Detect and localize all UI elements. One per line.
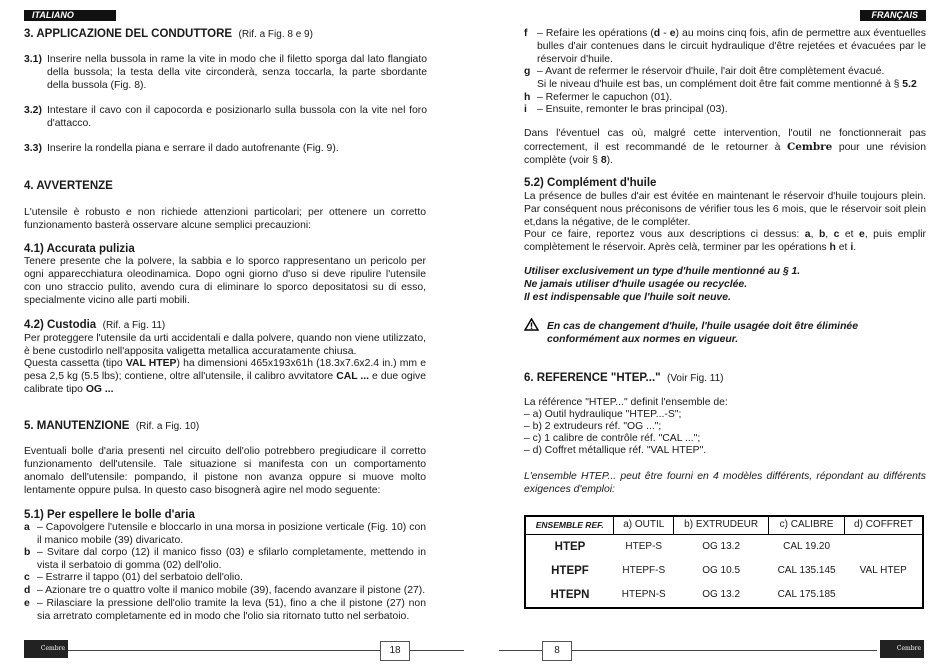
table-cell: HTEPF <box>551 564 589 577</box>
section-6-title: 6. REFERENCE "HTEP..." (Voir Fig. 11) <box>524 372 724 384</box>
table-cell: CAL 175.185 <box>777 588 836 600</box>
table-cell: HTEPN <box>550 588 590 601</box>
section-4-paragraph: L'utensile è robusto e non richiede attenzioni particolari; per ottenere un corretto funzionamento basterà osservare alcune semplici precauzioni: <box>24 207 426 231</box>
section-4-1-paragraph: Tenere presente che la polvere, la sabbia e lo sporco rappresentano un pericolo per ogni apparecchiatura oleodinamica. Dopo ogni giorno d'uso si deve ripulire l'utensile con uno straccio pulito, avendo cura di eliminare lo sporco depositatosi su di esso, specialmente vicino alle parti mobili. <box>24 256 426 306</box>
step-c: c – Estrarre il tappo (01) del serbatoio dell'olio. <box>24 572 243 583</box>
step-a: a – Capovolgere l'utensile e bloccarlo in una morsa in posizione verticale (Fig. 10) con il manico mobile (39) divaricato. <box>24 522 426 546</box>
step-e: e – Rilasciare la pressione dell'olio tramite la leva (51), fino a che il pistone (27) non sia arretrato completamente ed in modo che l'olio sia ritornato tutto nel serbatoio. <box>24 598 426 622</box>
table-header: d) COFFRET <box>844 516 923 535</box>
table-cell: HTEP-S <box>625 540 663 552</box>
table-cell: CAL 135.145 <box>777 564 836 576</box>
section-4-title: 4. AVVERTENZE <box>24 180 113 192</box>
language-tab-francais: FRANÇAIS <box>860 10 926 21</box>
table-cell: HTEP <box>554 540 586 553</box>
section-3-title: 3. APPLICAZIONE DEL CONDUTTORE (Rif. a Fig. 8 e 9) <box>24 28 313 40</box>
return-paragraph: Dans l'éventuel cas où, malgré cette intervention, l'outil ne fonctionnerait pas correctement, il est recommandé de le retourner à Cembre pour une révision complète (voir § 8). <box>524 128 926 166</box>
step-g: g – Avant de refermer le réservoir d'huile, l'air doit être complètement évacué. Si le niveau d'huile est bas, un complément doit être fait comme mentionné à § 5.2 <box>524 66 917 90</box>
section-5-1-title: 5.1) Per espellere le bolle d'aria <box>24 509 195 521</box>
section-5-2-paragraph-2: Pour ce faire, reportez vous aux descriptions ci dessus: a, b, c et e, puis emplir complètement le réservoir. Après celà, terminer par les opérations h et i. <box>524 229 926 253</box>
section-4-1-title: 4.1) Accurata pulizia <box>24 243 135 255</box>
table-header: a) OUTIL <box>614 516 674 535</box>
section-6-item-d: – d) Coffret métallique réf. "VAL HTEP". <box>524 445 707 456</box>
section-6-item-b: – b) 2 extrudeurs réf. "OG ..."; <box>524 421 662 432</box>
table-header: ENSEMBLE REF. <box>525 516 614 535</box>
step-d: d – Azionare tre o quattro volte il manico mobile (39), facendo avanzare il pistone (27). <box>24 585 426 596</box>
oil-note: Utiliser exclusivement un type d'huile mentionné au § 1. Ne jamais utiliser d'huile usagée ou recyclée. Il est indispensable que l'huile soit neuve. <box>524 266 801 303</box>
step-h: h – Refermer le capuchon (01). <box>524 92 673 103</box>
section-4-2-paragraph-2: Questa cassetta (tipo VAL HTEP) ha dimensioni 465x193x61h (18.3x7.6x2.4 in.) mm e pesa 2,5 kg (5.5 lbs); contiene, oltre all'utensile, il calibro avvitatore CAL ... e due ogive calibrate tipo OG ... <box>24 358 426 395</box>
reference-table <box>524 515 924 609</box>
language-tab-italiano: ITALIANO <box>24 10 116 21</box>
page-number: 18 <box>380 641 410 661</box>
step-3-2: 3.2) Intestare il cavo con il capocorda e posizionarlo sulla bussola con la vite nel foro d'attacco. <box>24 105 427 129</box>
section-5-2-title: 5.2) Complément d'huile <box>524 177 657 189</box>
table-header-row <box>525 516 923 535</box>
section-5-paragraph: Eventuali bolle d'aria presenti nel circuito dell'olio potrebbero pregiudicare il corretto funzionamento dell'utensile. Tale situazione si manifesta con un comportamento anomalo dell'utensile: pompando, il pistone non avanza oppure si muove molto lentamente oppure pulsa. In questo caso bisognerà agire nel modo seguente: <box>24 446 426 496</box>
section-5-2-paragraph-1: La présence de bulles d'air est évitée en maintenant le réservoir d'huile toujours plein. Par conséquent nous préconisons de vérifier tous les 6 mois, que le réservoir soit plein et,dans la négative, de le compléter. <box>524 191 926 228</box>
section-4-2-paragraph-1: Per proteggere l'utensile da urti accidentali e dalla polvere, quando non viene utilizzato, è bene custodirlo nell'apposita valigetta metallica accuratamente chiusa. <box>24 333 426 357</box>
section-4-2-title: 4.2) Custodia (Rif. a Fig. 11) <box>24 319 166 331</box>
cembre-logo: Cembre <box>24 640 68 658</box>
table-cell: CAL 19.20 <box>783 540 831 552</box>
table-row <box>525 535 923 560</box>
table-header: c) CALIBRE <box>769 516 845 535</box>
section-6-models-note: L'ensemble HTEP... peut être fourni en 4 modèles différents, répondant au différents exigences d'emploi: <box>524 471 926 495</box>
section-6-item-a: – a) Outil hydraulique "HTEP...-S"; <box>524 409 682 420</box>
page-number: 8 <box>542 641 572 661</box>
section-5-title: 5. MANUTENZIONE (Rif. a Fig. 10) <box>24 420 200 432</box>
step-i: i – Ensuite, remonter le bras principal (03). <box>524 104 728 115</box>
table-cell: HTEPF-S <box>622 564 666 576</box>
table-cell: OG 10.5 <box>702 564 741 576</box>
step-3-3: 3.3) Inserire la rondella piana e serrare il dado autofrenante (Fig. 9). <box>24 143 339 154</box>
section-6-intro: La référence "HTEP..." definit l'ensemble de: <box>524 397 728 408</box>
step-f: f – Refaire les opérations (d - e) au moins cinq fois, afin de permettre aux éventuelles bulles d'air contenues dans le circuit hydraulique d'être rejetées et évacuées par le réservoir d'huile. <box>524 28 927 65</box>
right-page <box>475 0 950 667</box>
step-3-1: 3.1) Inserire nella bussola in rame la vite in modo che il filetto sporga dal lato flangiato della bussola; la testa della vite circonderà, senza toccarla, la parte sbordante della bussola (Fig. 8). <box>24 54 427 91</box>
warning-text: En cas de changement d'huile, l'huile usagée doit être éliminée conformément aux normes en vigueur. <box>547 321 858 345</box>
table-cell-coffret: VAL HTEP <box>859 564 907 576</box>
cembre-logo: Cembre <box>880 640 924 658</box>
warning-triangle-icon <box>524 318 539 331</box>
step-b: b – Svitare dal corpo (12) il manico fisso (03) e sfilarlo completamente, mettendo in vista il serbatoio di gomma (02) dell'olio. <box>24 547 426 571</box>
table-cell: HTEPN-S <box>621 588 666 600</box>
section-6-item-c: – c) 1 calibre de contrôle réf. "CAL ..."; <box>524 433 701 444</box>
table-header: b) EXTRUDEUR <box>674 516 769 535</box>
table-cell: OG 13.2 <box>702 588 741 600</box>
table-cell: OG 13.2 <box>702 540 741 552</box>
